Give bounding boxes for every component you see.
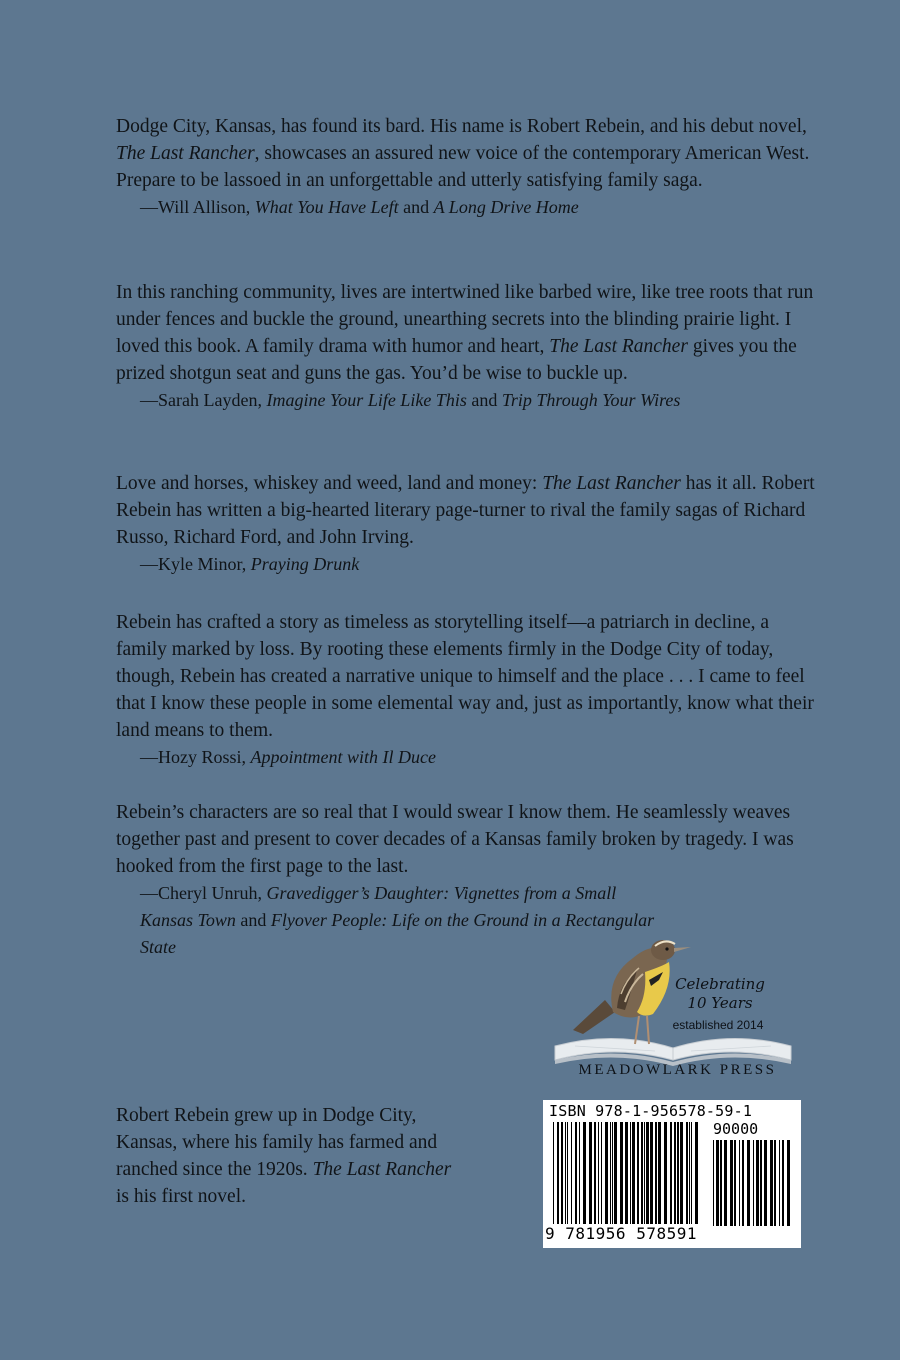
barcode-bar xyxy=(680,1122,683,1234)
barcode-bar xyxy=(760,1140,762,1226)
barcode-bar xyxy=(567,1122,568,1234)
barcode-bar xyxy=(716,1140,719,1226)
barcode-bar xyxy=(571,1122,572,1234)
barcode-bar xyxy=(598,1122,599,1234)
barcode-bar xyxy=(655,1122,657,1234)
review-quote-1 xyxy=(116,113,816,221)
barcode-bar xyxy=(674,1122,676,1234)
barcode-bar xyxy=(579,1122,580,1234)
barcode-bar xyxy=(605,1122,608,1234)
barcode-bar xyxy=(650,1122,653,1234)
barcode-bar xyxy=(664,1122,667,1234)
ean-barcode-bars xyxy=(553,1122,703,1234)
barcode-bar xyxy=(612,1122,613,1234)
quote-text: In this ranching community, lives are intertwined like barbed wire, like tree roots that run under fences and buckle the ground, unearthing secrets into the blinding prairie light. I loved this book. A family drama with humor and heart, The Last Rancher gives you the prized shotgun seat and guns the gas. You’d be wise to buckle up. xyxy=(116,282,814,384)
barcode-bar xyxy=(756,1140,759,1226)
barcode-bar xyxy=(691,1122,692,1234)
barcode-bar xyxy=(747,1140,750,1226)
barcode-bar xyxy=(774,1140,776,1226)
barcode-bar xyxy=(565,1122,566,1234)
barcode-bar xyxy=(677,1122,679,1234)
barcode-bar xyxy=(610,1122,611,1234)
quote-text: Dodge City, Kansas, has found its bard. His name is Robert Rebein, and his debut novel, The Last Rancher, showcases an assured new voice of the contemporary American West. Prepare to be lassoed in an unforgettable and utterly satisfying family saga. xyxy=(116,116,810,191)
barcode-bar xyxy=(764,1140,767,1226)
quote-attribution: —Kyle Minor, Praying Drunk xyxy=(140,554,360,574)
barcode-bar xyxy=(734,1140,736,1226)
review-quote-3 xyxy=(116,470,816,578)
barcode-bar xyxy=(620,1122,623,1234)
barcode-bar xyxy=(625,1122,628,1234)
barcode-bar xyxy=(742,1140,744,1226)
barcode-bar xyxy=(695,1122,698,1234)
barcode-bar xyxy=(575,1122,577,1234)
barcode-bar xyxy=(614,1122,617,1234)
barcode-bar xyxy=(644,1122,645,1234)
quote-attribution: —Sarah Layden, Imagine Your Life Like This and Trip Through Your Wires xyxy=(140,390,681,410)
barcode-bar xyxy=(553,1122,554,1234)
barcode-bar xyxy=(630,1122,631,1234)
barcode-bar xyxy=(689,1122,690,1234)
barcode-bar xyxy=(583,1122,586,1234)
quote-text: Rebein’s characters are so real that I would swear I know them. He seamlessly weaves together past and present to cover decades of a Kansas family broken by tragedy. I was hooked from the first page to the last. xyxy=(116,802,794,877)
established-text: established 2014 xyxy=(672,1018,764,1032)
ean-digits: 9 781956 578591 xyxy=(545,1224,697,1243)
author-bio: Robert Rebein grew up in Dodge City, Kansas, where his family has farmed and ranched since the 1920s. The Last Rancher is his first novel. xyxy=(116,1105,452,1207)
publisher-name: MEADOWLARK PRESS xyxy=(578,1062,777,1078)
barcode-bar xyxy=(686,1122,688,1234)
barcode-bar xyxy=(670,1122,672,1234)
barcode-bar xyxy=(730,1140,733,1226)
barcode-bar xyxy=(770,1140,773,1226)
barcode-bar xyxy=(594,1122,596,1234)
barcode-bar xyxy=(637,1122,639,1234)
barcode-bar xyxy=(641,1122,643,1234)
quote-attribution: —Cheryl Unruh, Gravedigger’s Daughter: Vignettes from a Small Kansas Town and Flyover People: Life on the Ground in a Rectangular State xyxy=(140,883,655,957)
quote-attribution: —Will Allison, What You Have Left and A Long Drive Home xyxy=(140,197,579,217)
barcode-bar xyxy=(739,1140,740,1226)
price-barcode-bars xyxy=(713,1140,795,1226)
price-code-label: 90000 xyxy=(713,1120,759,1138)
anniversary-text: Celebrating 10 Years xyxy=(675,975,765,1012)
review-quote-2 xyxy=(116,279,816,414)
isbn-barcode xyxy=(543,1100,801,1248)
barcode-bar xyxy=(601,1122,602,1234)
barcode-bar xyxy=(561,1122,563,1234)
barcode-bar xyxy=(779,1140,780,1226)
isbn-label: ISBN 978-1-956578-59-1 xyxy=(549,1102,753,1120)
barcode-bar xyxy=(720,1140,722,1226)
barcode-bar xyxy=(782,1140,784,1226)
quote-attribution: —Hozy Rossi, Appointment with Il Duce xyxy=(140,747,436,767)
quote-text: Rebein has crafted a story as timeless as storytelling itself—a patriarch in decline, a family marked by loss. By rooting these elements firmly in the Dodge City of today, though, Rebein has created a narrative unique to himself and the place . . . I came to feel that I know these people in some elemental way and, just as importantly, know what their land means to them. xyxy=(116,612,814,741)
barcode-bar xyxy=(646,1122,649,1234)
barcode-bar xyxy=(557,1122,559,1234)
barcode-bar xyxy=(632,1122,635,1234)
quote-text: Love and horses, whiskey and weed, land and money: The Last Rancher has it all. Robert Rebein has written a big-hearted literary page-turner to rival the family sagas of Richard Russo, Richard Ford, and John Irving. xyxy=(116,473,815,548)
barcode-bar xyxy=(713,1140,714,1226)
barcode-bar xyxy=(724,1140,727,1226)
barcode-bar xyxy=(658,1122,661,1234)
barcode-bar xyxy=(787,1140,790,1226)
barcode-bar xyxy=(753,1140,754,1226)
barcode-bar xyxy=(589,1122,592,1234)
review-quote-4 xyxy=(116,609,816,771)
